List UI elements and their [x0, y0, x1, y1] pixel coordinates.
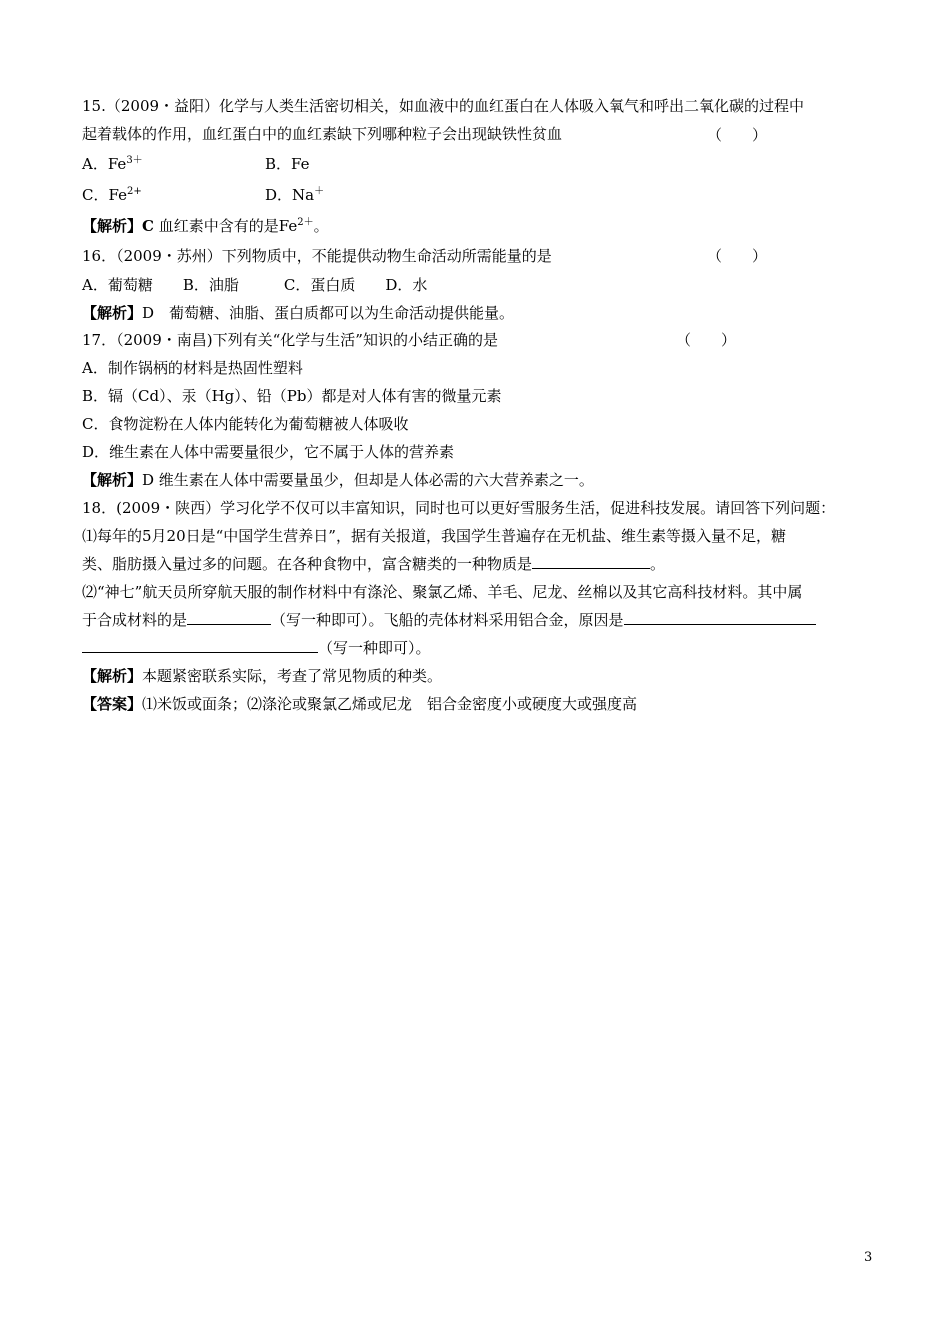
- q18-part1-text: 类、脂肪摄入量过多的问题。在各种食物中，富含糖类的一种物质是: [82, 555, 533, 573]
- q16-answer-bracket: （ ）: [707, 247, 768, 265]
- q17-analysis: [82, 470, 594, 490]
- q18-analysis-label: 【解析】: [82, 667, 143, 685]
- q15-option-a: [82, 154, 143, 174]
- q18-part2-line1: ⑵“神七”航天员所穿航天服的制作材料中有涤沦、聚氯乙烯、羊毛、尼龙、丝棉以及其它高科技材料。其中属: [82, 583, 803, 601]
- q17-option-a: A．制作锅柄的材料是热固性塑料: [82, 359, 303, 377]
- q16-options: A．葡萄糖 B．油脂 C．蛋白质 D．水: [82, 276, 428, 294]
- q15-option-c-charge: 2+: [126, 186, 142, 197]
- q15-option-d: [265, 185, 324, 205]
- q15-option-a-charge: 3＋: [126, 155, 143, 166]
- q18-part2-reason-blank-end[interactable]: [82, 638, 318, 653]
- q16-stem: 16．（2009・苏州）下列物质中，不能提供动物生命活动所需能量的是: [82, 247, 552, 265]
- q15-analysis-charge: 2＋: [297, 217, 314, 228]
- q18-part2-text-a: 于合成材料的是: [82, 611, 188, 629]
- q16-analysis-label: 【解析】: [82, 304, 143, 322]
- q17-option-c: C．食物淀粉在人体内能转化为葡萄糖被人体吸收: [82, 415, 409, 433]
- q15-analysis: [82, 216, 329, 236]
- q18-part1-answer-blank[interactable]: [532, 554, 650, 569]
- q18-part1-line2: [82, 554, 665, 574]
- q17-option-d: D．维生素在人体中需要量很少，它不属于人体的营养素: [82, 443, 455, 461]
- q18-part2-line3-end: （写一种即可）。: [318, 639, 431, 657]
- q15-option-c-text: C．Fe: [82, 186, 127, 204]
- q18-analysis-text: 本题紧密联系实际，考查了常见物质的种类。: [142, 667, 443, 685]
- q18-analysis: [82, 666, 442, 686]
- q18-answer-text: ⑴米饭或面条；⑵涤沦或聚氯乙烯或尼龙 铝合金密度小或硬度大或强度高: [142, 695, 638, 713]
- q17-analysis-text: D 维生素在人体中需要量虽少，但却是人体必需的六大营养素之一。: [142, 471, 594, 489]
- q15-answer-bracket: （ ）: [707, 126, 768, 144]
- q15-option-b: B．Fe: [265, 155, 310, 173]
- q18-part2-line2: [82, 610, 816, 630]
- q15-analysis-end: 。: [313, 217, 329, 235]
- q18-part2-material-blank[interactable]: [187, 610, 271, 625]
- q17-answer-bracket: （ ）: [676, 331, 737, 349]
- q17-option-b: B．镉（Cd）、汞（Hg）、铅（Pb）都是对人体有害的微量元素: [82, 387, 502, 405]
- q15-analysis-answer: C: [142, 217, 154, 235]
- q18-part1-end: 。: [650, 555, 666, 573]
- q15-option-d-text: D．Na: [265, 186, 315, 204]
- q16-analysis: [82, 303, 514, 323]
- q18-answer-label: 【答案】: [82, 695, 143, 713]
- q15-analysis-text: 血红素中含有的是Fe: [153, 217, 298, 235]
- q15-option-a-text: A．Fe: [82, 155, 127, 173]
- q15-stem-line2: 起着载体的作用，血红蛋白中的血红素缺下列哪种粒子会出现缺铁性贫血: [82, 125, 563, 143]
- q15-analysis-label: 【解析】: [82, 217, 143, 235]
- q18-answer: [82, 694, 637, 714]
- q15-option-c: [82, 185, 142, 205]
- q18-part1-line1: ⑴每年的5月20日是“中国学生营养日”，据有关报道，我国学生普遍存在无机盐、维生素等摄入量不足，糖: [82, 527, 786, 545]
- q18-stem: 18．(2009・陕西）学习化学不仅可以丰富知识，同时也可以更好雪服务生活，促进科技发展。请回答下列问题：: [82, 499, 836, 517]
- q16-analysis-text: D 葡萄糖、油脂、蛋白质都可以为生命活动提供能量。: [142, 304, 515, 322]
- q15-stem-line1: 15.（2009・益阳）化学与人类生活密切相关，如血液中的血红蛋白在人体吸入氧气和呼出二氧化碳的过程中: [82, 97, 805, 115]
- page-number: 3: [864, 1250, 873, 1265]
- q17-analysis-label: 【解析】: [82, 471, 143, 489]
- q17-stem: 17．（2009・南昌)下列有关“化学与生活”知识的小结正确的是: [82, 331, 498, 349]
- q15-option-d-charge: ＋: [314, 186, 325, 197]
- q18-part2-line3: [82, 638, 431, 658]
- q18-part2-reason-blank-start[interactable]: [624, 610, 816, 625]
- q18-part2-text-b: （写一种即可）。飞船的壳体材料采用铝合金，原因是: [271, 611, 624, 629]
